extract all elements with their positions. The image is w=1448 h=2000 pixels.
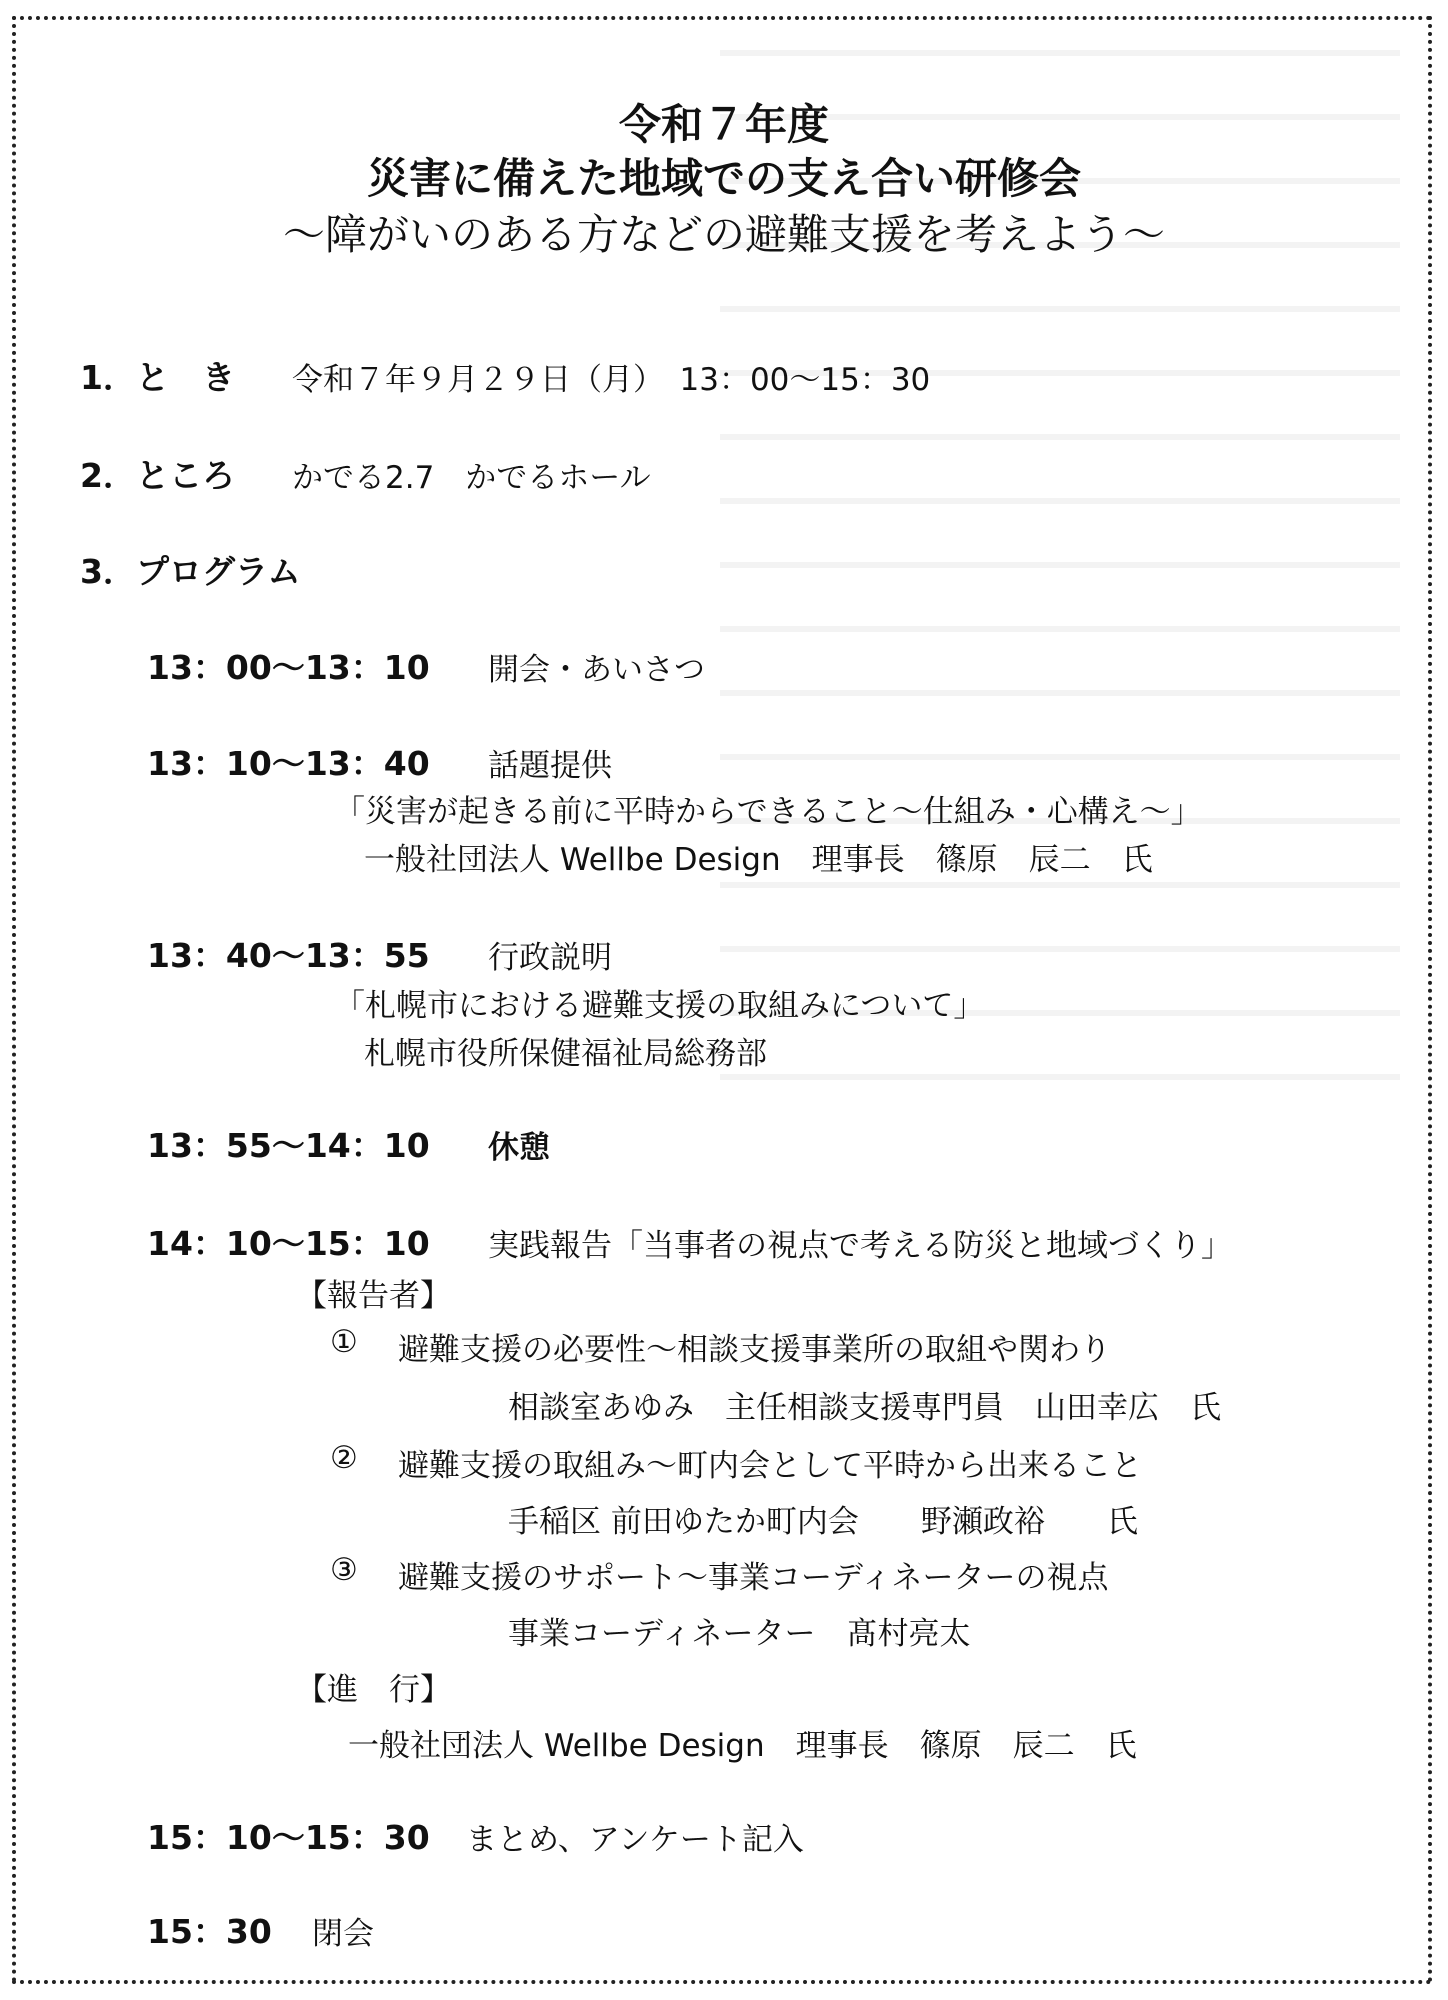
where-label: 2．ところ xyxy=(80,456,235,495)
facilitator-name: 一般社団法人 Wellbe Design 理事長 篠原 辰二 氏 xyxy=(348,1728,1137,1764)
program-text: 話題提供 xyxy=(488,748,612,784)
program-time: 13：10～13：40 xyxy=(147,744,430,783)
reporter-number: ② xyxy=(330,1440,358,1476)
talk-speaker: 一般社団法人 Wellbe Design 理事長 篠原 辰二 氏 xyxy=(364,842,1153,878)
program-time: 13：40～13：55 xyxy=(147,936,430,975)
program-text: 休憩 xyxy=(488,1130,550,1166)
program-time: 14：10～15：10 xyxy=(147,1224,430,1263)
program-time: 13：00～13：10 xyxy=(147,648,430,687)
reporters-label: 【報告者】 xyxy=(296,1278,451,1314)
seminar-subtitle: ～障がいのある方などの避難支援を考えよう～ xyxy=(282,210,1165,259)
reporter-name: 事業コーディネーター 髙村亮太 xyxy=(508,1616,971,1652)
program-time: 15：10～15：30 xyxy=(147,1818,430,1857)
where-value: かでる2.7 かでるホール xyxy=(292,460,651,496)
fiscal-year-title: 令和７年度 xyxy=(618,100,829,149)
admin-topic: 「札幌市における避難支援の取組みについて」 xyxy=(334,988,985,1024)
when-label: 1．と き xyxy=(80,358,235,397)
program-text: 閉会 xyxy=(312,1916,374,1952)
program-time: 15：30 xyxy=(147,1912,272,1951)
reporter-number: ③ xyxy=(330,1552,358,1588)
program-text: 実践報告「当事者の視点で考える防災と地域づくり」 xyxy=(488,1228,1232,1264)
seminar-title: 災害に備えた地域での支え合い研修会 xyxy=(366,154,1081,203)
reporter-topic: 避難支援の取組み～町内会として平時から出来ること xyxy=(398,1448,1142,1484)
program-text: 開会・あいさつ xyxy=(488,652,705,688)
admin-speaker: 札幌市役所保健福祉局総務部 xyxy=(364,1036,767,1072)
reporter-number: ① xyxy=(330,1324,358,1360)
program-label: 3．プログラム xyxy=(80,552,301,591)
program-text: 行政説明 xyxy=(488,940,612,976)
talk-topic: 「災害が起きる前に平時からできること～仕組み・心構え～」 xyxy=(334,794,1202,830)
reporter-name: 手稲区 前田ゆたか町内会 野瀬政裕 氏 xyxy=(508,1504,1138,1540)
reporter-topic: 避難支援の必要性～相談支援事業所の取組や関わり xyxy=(398,1332,1111,1368)
reporter-topic: 避難支援のサポート～事業コーディネーターの視点 xyxy=(398,1560,1109,1596)
program-text: まとめ、アンケート記入 xyxy=(466,1822,804,1858)
program-time: 13：55～14：10 xyxy=(147,1126,430,1165)
facilitator-label: 【進 行】 xyxy=(296,1672,451,1708)
reporter-name: 相談室あゆみ 主任相談支援専門員 山田幸広 氏 xyxy=(508,1390,1221,1426)
when-value: 令和７年９月２９日（月） 13：00～15：30 xyxy=(292,362,931,398)
